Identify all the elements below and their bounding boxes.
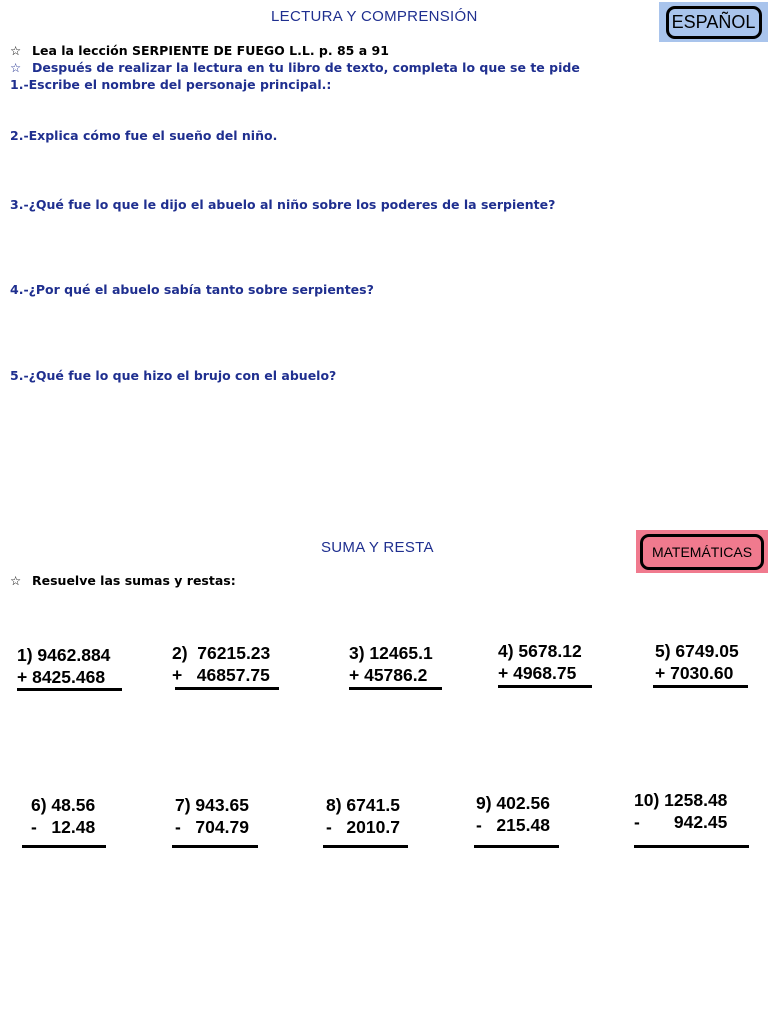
sum-1-top: 1) 9462.884 (17, 645, 111, 665)
answer-line (474, 845, 559, 848)
sum-2-bottom: + 46857.75 (172, 665, 270, 685)
lectura-title: LECTURA Y COMPRENSIÓN (271, 8, 478, 25)
sub-problem-9 (476, 792, 550, 836)
matematicas-badge-box (636, 530, 768, 573)
sum-problem-3 (349, 642, 433, 686)
sub-7-bottom: - 704.79 (175, 817, 249, 837)
star-outline-icon: ☆ (10, 573, 22, 588)
sum-5-bottom: + 7030.60 (655, 663, 734, 683)
question-3: 3.-¿Qué fue lo que le dijo el abuelo al niño sobre los poderes de la serpiente? (10, 197, 556, 212)
sum-3-top: 3) 12465.1 (349, 643, 433, 663)
answer-line (323, 845, 408, 848)
sum-problem-1 (17, 644, 110, 688)
answer-line (17, 688, 122, 691)
sum-1-bottom: + 8425.468 (17, 667, 106, 687)
espanol-badge: ESPAÑOL (666, 6, 762, 39)
sum-5-top: 5) 6749.05 (655, 641, 739, 661)
instruction-2: ☆ Después de realizar la lectura en tu libro de texto, completa lo que se te pide (10, 60, 580, 75)
sub-6-top: 6) 48.56 (31, 795, 96, 815)
sub-problem-8 (326, 794, 400, 838)
star-outline-icon: ☆ (10, 43, 22, 58)
answer-line (349, 687, 442, 690)
math-instruction: ☆ Resuelve las sumas y restas: (10, 573, 236, 588)
sub-problem-7 (175, 794, 249, 838)
sub-problem-6 (31, 794, 95, 838)
sub-8-bottom: - 2010.7 (326, 817, 400, 837)
sum-2-top: 2) 76215.23 (172, 643, 271, 663)
matematicas-badge: MATEMÁTICAS (640, 534, 764, 570)
sub-9-top: 9) 402.56 (476, 793, 550, 813)
sub-6-bottom: - 12.48 (31, 817, 96, 837)
sub-10-bottom: - 942.45 (634, 812, 728, 832)
answer-line (653, 685, 748, 688)
sub-8-top: 8) 6741.5 (326, 795, 400, 815)
question-4: 4.-¿Por qué el abuelo sabía tanto sobre serpientes? (10, 282, 374, 297)
sub-problem-10 (634, 789, 727, 833)
sum-3-bottom: + 45786.2 (349, 665, 428, 685)
sum-4-bottom: + 4968.75 (498, 663, 577, 683)
sub-9-bottom: - 215.48 (476, 815, 550, 835)
sum-4-top: 4) 5678.12 (498, 641, 582, 661)
answer-line (172, 845, 258, 848)
espanol-badge-box (659, 2, 768, 42)
answer-line (22, 845, 106, 848)
question-1: 1.-Escribe el nombre del personaje principal.: (10, 77, 332, 92)
sum-problem-5 (655, 640, 739, 684)
sum-problem-4 (498, 640, 582, 684)
suma-resta-title: SUMA Y RESTA (321, 539, 434, 556)
answer-line (175, 687, 279, 690)
sub-7-top: 7) 943.65 (175, 795, 249, 815)
instruction-1: ☆ Lea la lección SERPIENTE DE FUEGO L.L. p. 85 a 91 (10, 43, 389, 58)
question-2: 2.-Explica cómo fue el sueño del niño. (10, 128, 278, 143)
star-outline-icon: ☆ (10, 60, 22, 75)
answer-line (634, 845, 749, 848)
sum-problem-2 (172, 642, 270, 686)
answer-line (498, 685, 592, 688)
question-5: 5.-¿Qué fue lo que hizo el brujo con el abuelo? (10, 368, 337, 383)
sub-10-top: 10) 1258.48 (634, 790, 728, 810)
